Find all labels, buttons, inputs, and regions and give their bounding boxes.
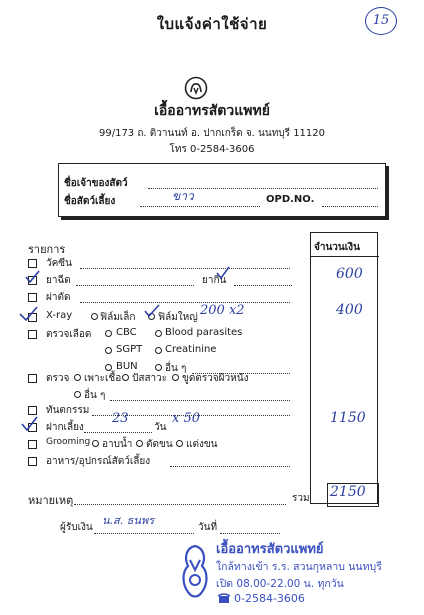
xray-label: X-ray — [46, 310, 73, 321]
owner-name-label: ชื่อเจ้าของสัตว์ — [64, 178, 128, 189]
pet-name-label: ชื่อสัตว์เลี้ยง — [64, 196, 116, 207]
creatinine-radio[interactable] — [155, 347, 162, 354]
nail-cut-label: ตัดขน — [146, 439, 173, 450]
surgery-checkbox[interactable] — [28, 293, 37, 302]
boarding-label: ฝากเลี้ยง — [46, 422, 84, 433]
skin-scraping-radio[interactable] — [172, 374, 179, 381]
date-label: วันที่ — [198, 522, 218, 533]
blood-check-label: ตรวจเลือด — [46, 329, 92, 340]
boarding-amount: 1150 — [330, 410, 366, 426]
injection-check-mark — [24, 270, 40, 284]
food-supplies-line — [170, 456, 290, 467]
film-small-label: ฟิล์มเล็ก — [100, 312, 136, 323]
stamp-phone: 0-2584-3606 — [234, 592, 305, 605]
total-amount: 2150 — [330, 484, 366, 500]
food-supplies-checkbox[interactable] — [28, 457, 37, 466]
items-header: รายการ — [28, 243, 66, 256]
nail-cut-radio[interactable] — [136, 440, 143, 447]
clinic-address: 99/173 ถ. ติวานนท์ อ. ปากเกร็ด จ. นนทบุรี 11120 — [98, 128, 326, 139]
grooming-label: Grooming — [46, 437, 91, 447]
days-unit-label: วัน — [154, 422, 167, 433]
exam-checkbox[interactable] — [28, 374, 37, 383]
bun-radio[interactable] — [105, 364, 112, 371]
blood-parasites-label: Blood parasites — [165, 327, 243, 338]
exam-others-line — [110, 390, 290, 401]
surgery-label: ผ่าตัด — [46, 292, 71, 303]
opd-no-field[interactable] — [322, 196, 378, 207]
blood-others-label: อื่น ๆ — [165, 363, 187, 374]
urinalysis-radio[interactable] — [122, 374, 129, 381]
amount-header: จำนวนเงิน — [314, 242, 360, 253]
cbc-label: CBC — [116, 327, 137, 338]
page-number-badge: 15 — [365, 7, 397, 35]
medicine-line — [234, 275, 292, 286]
opd-no-label: OPD.NO. — [266, 194, 315, 205]
clinic-stamp — [178, 538, 418, 610]
culture-label: เพาะเชื้อ — [84, 373, 122, 384]
boarding-days-handwriting: 23 — [112, 411, 129, 426]
boarding-check-mark — [20, 416, 38, 432]
pet-name-field[interactable] — [140, 196, 260, 207]
exam-label: ตรวจ — [46, 373, 70, 384]
xray-amount: 400 — [336, 302, 363, 318]
cbc-radio[interactable] — [105, 330, 112, 337]
grooming-checkbox[interactable] — [28, 440, 37, 449]
culture-radio[interactable] — [74, 374, 81, 381]
document-title: ใบแจ้งค่าใช้จ่าย — [156, 15, 268, 33]
clinic-logo-icon — [184, 76, 208, 100]
stamp-hours: เปิด 08.00-22.00 น. ทุกวัน — [216, 578, 344, 590]
remark-label: หมายเหตุ — [28, 494, 74, 507]
clinic-name: เอื้ออาทรสัตวแพทย์ — [154, 103, 270, 119]
xray-check-mark — [18, 306, 38, 322]
dental-label: ทันตกรรม — [46, 405, 90, 416]
film-small-radio[interactable] — [91, 313, 98, 320]
bath-label: อาบน้ำ — [102, 439, 133, 450]
date-line[interactable] — [220, 523, 280, 534]
bun-label: BUN — [116, 361, 138, 372]
phone-icon — [218, 593, 230, 604]
receiver-label: ผู้รับเงิน — [60, 522, 93, 533]
creatinine-label: Creatinine — [165, 344, 217, 355]
pet-name-handwriting: ขาว — [172, 189, 194, 203]
vaccine-checkbox[interactable] — [28, 259, 37, 268]
injection-amount: 600 — [336, 266, 363, 282]
remark-line[interactable] — [74, 494, 286, 505]
sgpt-label: SGPT — [116, 344, 143, 355]
blood-others-radio[interactable] — [155, 364, 162, 371]
stamp-location: ใกล้ทางเข้า ร.ร. สวนกุหลาบ นนทบุรี — [216, 561, 382, 573]
blood-check-checkbox[interactable] — [28, 330, 37, 339]
medicine-check-mark — [216, 266, 230, 280]
amount-header-divider — [310, 256, 379, 257]
medicine-label: ยากิน — [202, 275, 227, 286]
blood-parasites-radio[interactable] — [155, 330, 162, 337]
urinalysis-label: ปัสสาวะ — [132, 373, 168, 384]
stamp-clinic-name: เอื้ออาทรสัตวแพทย์ — [216, 542, 324, 557]
shave-label: แต่งขน — [186, 439, 218, 450]
skin-scraping-label: ขูดตรวจผิวหนัง — [182, 373, 249, 384]
exam-others-label: อื่น ๆ — [84, 390, 106, 401]
injection-label: ยาฉีด — [46, 275, 71, 286]
shave-radio[interactable] — [176, 440, 183, 447]
film-large-label: ฟิล์มใหญ่ — [158, 312, 198, 323]
bath-radio[interactable] — [92, 440, 99, 447]
injection-line — [76, 275, 194, 286]
sgpt-radio[interactable] — [105, 347, 112, 354]
stamp-pet-logo-icon — [178, 542, 212, 604]
vaccine-label: วัคซีน — [46, 258, 72, 269]
dental-checkbox[interactable] — [28, 406, 37, 415]
food-supplies-label: อาหาร/อุปกรณ์สัตว์เลี้ยง — [46, 456, 151, 467]
total-label: รวม — [292, 493, 310, 504]
receiver-signature: น.ส. ธนพร — [102, 514, 155, 527]
vaccine-line — [80, 258, 290, 269]
exam-others-radio[interactable] — [74, 391, 81, 398]
xray-quantity-handwriting: 200 x2 — [200, 303, 245, 318]
surgery-line — [80, 292, 290, 303]
boarding-rate-handwriting: x 50 — [172, 411, 201, 426]
clinic-phone: โทร 0-2584-3606 — [169, 144, 255, 155]
